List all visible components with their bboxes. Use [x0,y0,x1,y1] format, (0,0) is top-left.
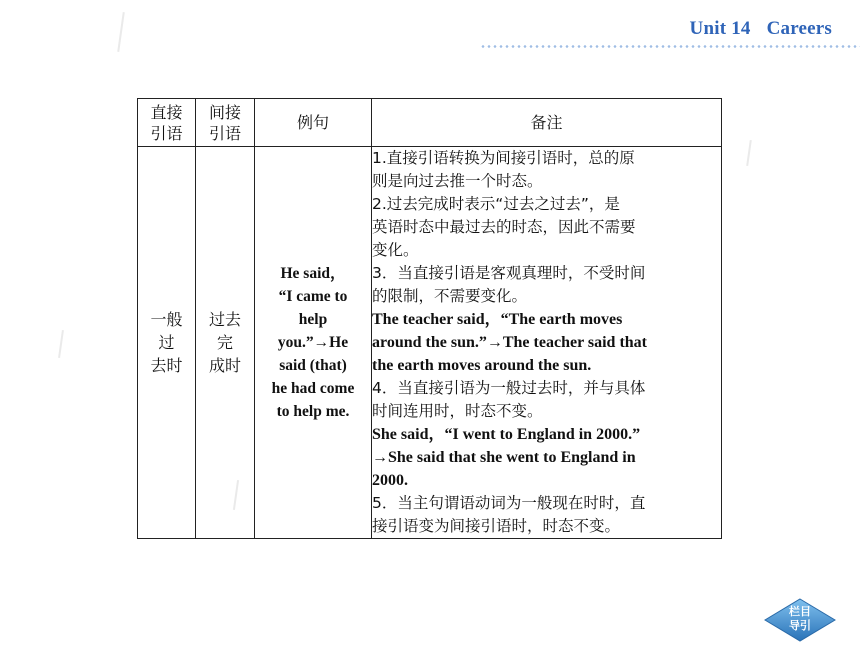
nav-label-line2: 导引 [789,619,811,632]
note-line: 时间连用时，时态不变。 [372,402,543,420]
note-line: 3．当直接引语是客观真理时，不受时间 [372,264,646,282]
nav-label-line1: 栏目 [789,605,811,618]
unit-title [690,18,832,40]
example-cell: He said， “I came to help you.”→He said (that) he had come to help me. [255,147,372,539]
note-line-english: The teacher said，“The earth moves [372,311,623,328]
header-example: 例句 [255,99,372,147]
section-guide-button[interactable] [764,598,836,642]
note-line: 变化。 [372,241,419,259]
notes-cell [372,147,722,539]
tense-table [137,98,722,539]
table-row [138,147,722,539]
direct-tense-cell: 一般 过 去时 [138,147,196,539]
topic-label: Careers [766,18,832,39]
note-line: 1.直接引语转换为间接引语时，总的原 [372,149,635,167]
header-notes: 备注 [372,99,722,147]
note-line: 的限制，不需要变化。 [372,287,528,305]
note-line: 则是向过去推一个时态。 [372,172,543,190]
header-direct-speech: 直接 引语 [138,99,196,147]
table-header-row [138,99,722,147]
note-line-english: 2000. [372,472,408,489]
header-dotted-line [480,45,860,48]
note-line-english: She said，“I went to England in 2000.” [372,426,641,443]
note-line-english: the earth moves around the sun. [372,357,592,374]
note-line: 2.过去完成时表示“过去之过去”，是 [372,195,620,213]
indirect-tense-cell: 过去 完 成时 [196,147,255,539]
note-line: 接引语变为间接引语时，时态不变。 [372,517,621,535]
unit-label: Unit 14 [689,18,751,39]
header-indirect-speech: 间接 引语 [196,99,255,147]
note-line: 4．当直接引语为一般过去时，并与具体 [372,379,646,397]
note-line: 5．当主句谓语动词为一般现在时时，直 [372,494,646,512]
note-line-english: around the sun.”→The teacher said that [372,334,647,351]
note-line: 英语时态中最过去的时态，因此不需要 [372,218,636,236]
note-line-english: →She said that she went to England in [372,449,636,466]
